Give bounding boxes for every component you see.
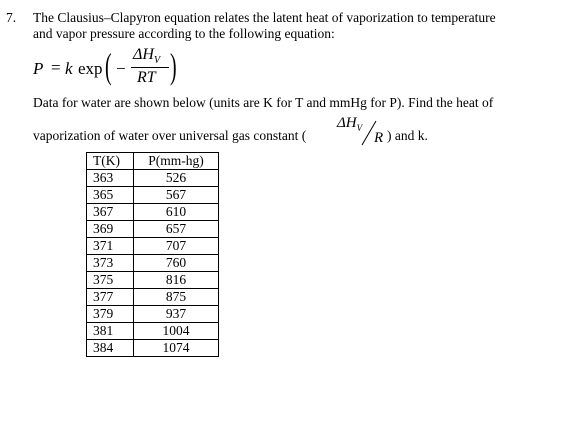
table-row (87, 340, 219, 357)
equation-numerator: $\Delta H_V$ (133, 46, 161, 67)
problem-line-3: Data for water are shown below (units are K for T and mmHg for P). Find the heat of (33, 95, 494, 110)
table-row (87, 221, 219, 238)
cell-pressure: 937 (134, 306, 219, 323)
problem-line-4-pre: vaporization of water over universal gas constant ( (33, 128, 307, 143)
equation-exp: exp (78, 59, 103, 78)
column-header-pressure: P(mm-hg) (134, 153, 219, 170)
data-table (86, 152, 219, 357)
equation-fraction-bar (131, 67, 169, 68)
cell-pressure: 526 (134, 170, 219, 187)
problem-line-4-post: ) and k. (387, 128, 428, 143)
cell-temperature: 367 (87, 204, 134, 221)
table-row (87, 323, 219, 340)
cell-pressure: 1074 (134, 340, 219, 357)
cell-pressure: 567 (134, 187, 219, 204)
cell-temperature: 377 (87, 289, 134, 306)
equation-lhs: P (33, 59, 44, 78)
cell-temperature: 369 (87, 221, 134, 238)
problem-line-2: and vapor pressure according to the following equation: (33, 26, 335, 41)
table-row (87, 170, 219, 187)
cell-pressure: 760 (134, 255, 219, 272)
cell-pressure: 707 (134, 238, 219, 255)
equation-minus: − (116, 59, 126, 78)
table-row (87, 238, 219, 255)
cell-temperature: 365 (87, 187, 134, 204)
equation-open-paren-glyph: ( (105, 46, 112, 86)
table-header-row (87, 153, 219, 170)
problem-line-1: The Clausius–Clapyron equation relates the latent heat of vaporization to temperature (33, 10, 496, 25)
table-row (87, 272, 219, 289)
cell-temperature: 381 (87, 323, 134, 340)
cell-pressure: 610 (134, 204, 219, 221)
cell-temperature: 363 (87, 170, 134, 187)
equation-equals: = (51, 58, 61, 77)
equation-denominator: RT (137, 69, 156, 86)
cell-temperature: 375 (87, 272, 134, 289)
table-row (87, 187, 219, 204)
table-row (87, 255, 219, 272)
cell-temperature: 373 (87, 255, 134, 272)
equation-k: k (65, 59, 73, 78)
cell-temperature: 379 (87, 306, 134, 323)
table-row (87, 204, 219, 221)
problem-number: 7. (6, 10, 17, 25)
cell-pressure: 657 (134, 221, 219, 238)
cell-temperature: 371 (87, 238, 134, 255)
cell-temperature: 384 (87, 340, 134, 357)
cell-pressure: 875 (134, 289, 219, 306)
table-row (87, 289, 219, 306)
inline-fraction-numerator: $\Delta H_V$ (337, 115, 363, 133)
table-row (87, 306, 219, 323)
inline-fraction-denominator: R (374, 130, 384, 146)
cell-pressure: 1004 (134, 323, 219, 340)
column-header-temperature: T(K) (87, 153, 134, 170)
cell-pressure: 816 (134, 272, 219, 289)
equation-close-paren-glyph: ) (170, 46, 177, 86)
